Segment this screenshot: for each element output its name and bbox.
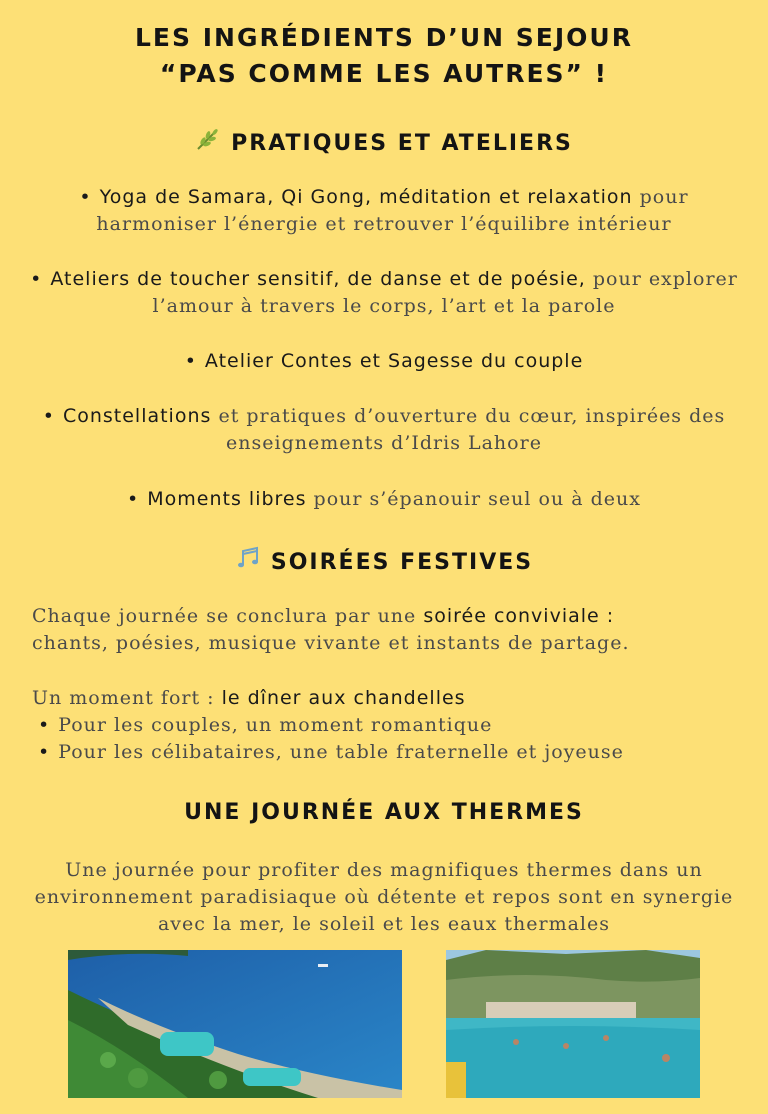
- list-item: • Pour les couples, un moment romantique: [38, 712, 748, 739]
- leaf-branch-icon: [195, 126, 221, 158]
- thermes-paragraph: Une journée pour profiter des magnifiques thermes dans un environnement paradisiaque où détente et repos sont en synergie avec la mer, le soleil et les eaux thermales: [34, 859, 734, 935]
- list-item: • Pour les célibataires, une table fraternelle et joyeuse: [38, 739, 748, 766]
- section-heading-label: SOIRÉES FESTIVES: [270, 550, 534, 575]
- list-item: • Atelier Contes et Sagesse du couple: [30, 348, 738, 375]
- list-item: • Ateliers de toucher sensitif, de danse et de poésie, pour explorer l’amour à travers le corps, l’art et la parole: [30, 266, 738, 320]
- section-heading-label: PRATIQUES ET ATELIERS: [231, 131, 573, 156]
- thermal-pool-photo: [446, 950, 700, 1098]
- list-item: • Moments libres pour s’épanouir seul ou à deux: [30, 486, 738, 513]
- list-item: • Yoga de Samara, Qi Gong, méditation et relaxation pour harmoniser l’énergie et retrouver l’équilibre intérieur: [30, 184, 738, 238]
- diner-paragraph: Un moment fort : le dîner aux chandelles: [32, 687, 466, 709]
- list-item: • Constellations et pratiques d’ouverture du cœur, inspirées des enseignements d’Idris Lahore: [30, 403, 738, 457]
- soiree-paragraph: Chaque journée se conclura par une soirée conviviale : chants, poésies, musique vivante et instants de partage.: [32, 605, 630, 654]
- page-title-line-2: “PAS COMME LES AUTRES” !: [159, 59, 609, 88]
- music-notes-icon: [235, 545, 261, 577]
- section-heading-thermes: UNE JOURNÉE AUX THERMES: [184, 800, 584, 825]
- page-title-line-1: LES INGRÉDIENTS D’UN SEJOUR: [135, 23, 633, 52]
- section-heading-pratiques: [0, 126, 768, 158]
- section-heading-soirees: [0, 545, 768, 577]
- aerial-coast-photo: [68, 950, 402, 1098]
